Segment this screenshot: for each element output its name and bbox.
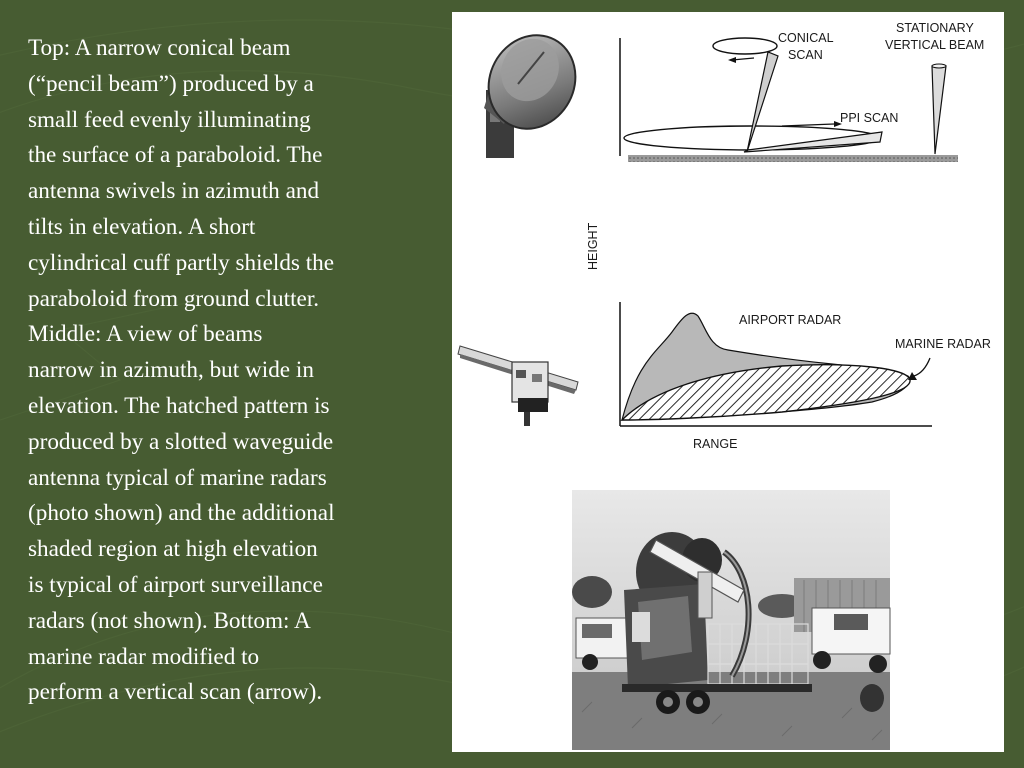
figure-panel bbox=[452, 12, 1004, 752]
caption-line: narrow in azimuth, but wide in bbox=[28, 357, 314, 384]
height-axis-label: HEIGHT bbox=[586, 222, 600, 270]
caption-line: paraboloid from ground clutter. bbox=[28, 285, 320, 312]
marine-antenna-photo bbox=[458, 346, 578, 426]
caption-line: the surface of a paraboloid. The bbox=[28, 142, 323, 169]
caption-line: antenna swivels in azimuth and bbox=[28, 178, 320, 205]
caption-line: antenna typical of marine radars bbox=[28, 464, 327, 491]
caption-line: radars (not shown). Bottom: A bbox=[28, 607, 311, 634]
stationary-beam-label: STATIONARY bbox=[896, 21, 974, 35]
marine-radar-label: MARINE RADAR bbox=[895, 337, 991, 351]
caption-line: elevation. The hatched pattern is bbox=[28, 392, 330, 419]
conical-scan-label: SCAN bbox=[788, 48, 823, 62]
ppi-scan-label: PPI SCAN bbox=[840, 111, 899, 125]
trailer-radar-photo bbox=[572, 490, 890, 750]
caption-line: small feed evenly illuminating bbox=[28, 106, 311, 133]
conical-scan-label: CONICAL bbox=[778, 31, 834, 45]
figure-diagram bbox=[452, 12, 1004, 752]
airport-radar-label: AIRPORT RADAR bbox=[739, 313, 842, 327]
caption-line: shaded region at high elevation bbox=[28, 536, 318, 563]
caption-text bbox=[28, 31, 448, 711]
caption-line: cylindrical cuff partly shields the bbox=[28, 249, 335, 276]
caption-line: marine radar modified to bbox=[28, 643, 260, 670]
caption-line: (photo shown) and the additional bbox=[28, 500, 335, 527]
caption-line: (“pencil beam”) produced by a bbox=[28, 70, 314, 97]
dish-antenna-photo bbox=[472, 20, 591, 158]
caption-line: is typical of airport surveillance bbox=[28, 571, 323, 598]
stationary-beam-label: VERTICAL BEAM bbox=[885, 38, 985, 52]
caption-line: perform a vertical scan (arrow). bbox=[28, 679, 323, 706]
caption-line: produced by a slotted waveguide bbox=[28, 428, 334, 455]
range-axis-label: RANGE bbox=[693, 437, 738, 451]
caption-line: tilts in elevation. A short bbox=[28, 213, 256, 240]
caption-line: Middle: A view of beams bbox=[28, 321, 263, 348]
caption-line: Top: A narrow conical beam bbox=[28, 35, 291, 61]
